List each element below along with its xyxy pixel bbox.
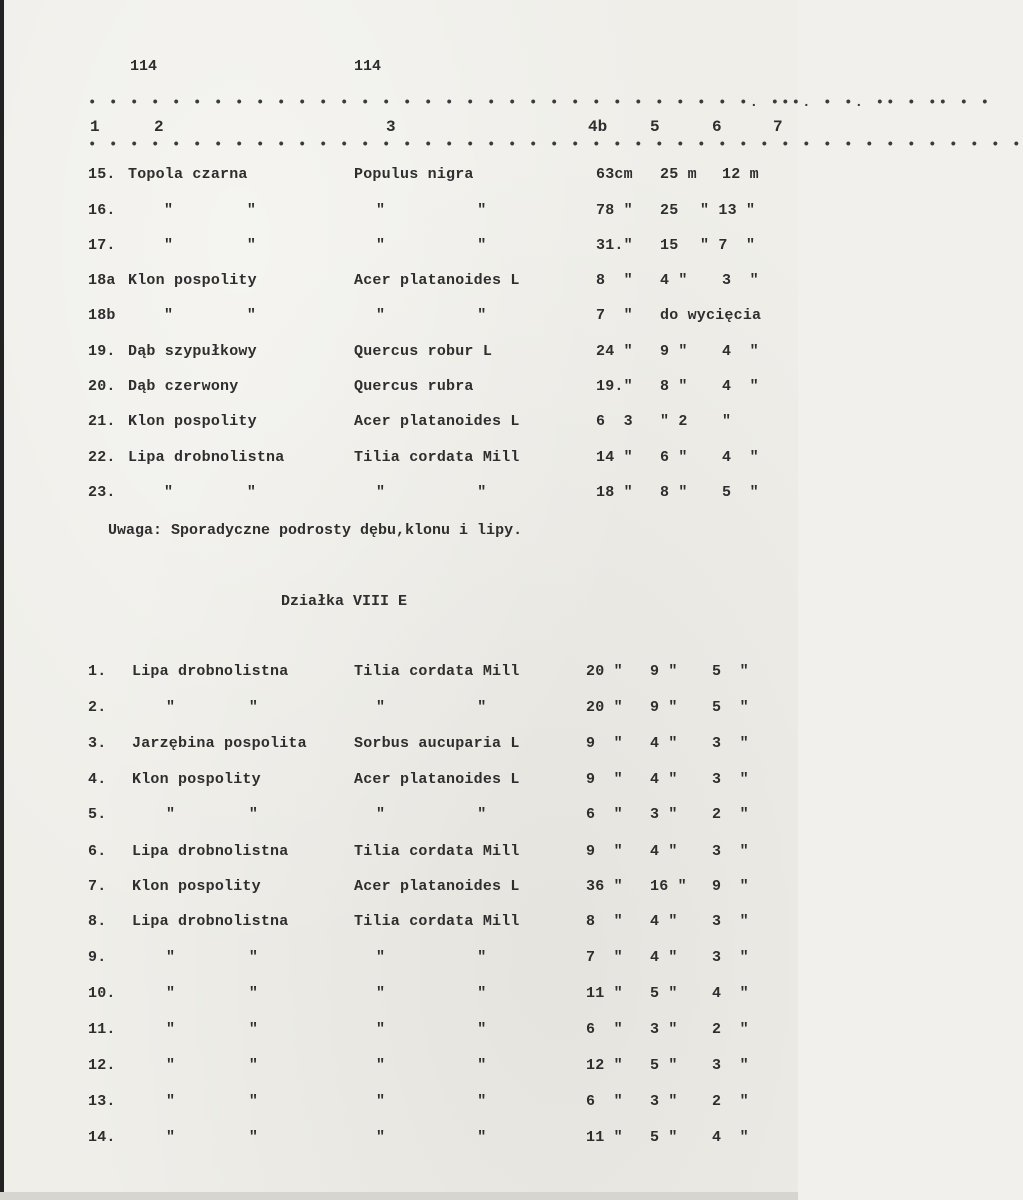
row-number: 15.: [88, 166, 116, 183]
col6-value: " 13 ": [700, 202, 756, 219]
latin-name: Acer platanoides L: [354, 771, 520, 788]
polish-name: " ": [166, 806, 259, 823]
col5-value: 9 ": [650, 663, 678, 680]
latin-name: Acer platanoides L: [354, 272, 520, 289]
col4-value: 31.": [596, 237, 633, 254]
col4-value: 9 ": [586, 843, 623, 860]
col6-value: 3 ": [712, 1057, 749, 1074]
col6-value: ": [722, 413, 732, 430]
row-number: 16.: [88, 202, 116, 219]
latin-name: " ": [376, 237, 487, 254]
row-number: 12.: [88, 1057, 116, 1074]
col5-value: 5 ": [650, 1057, 678, 1074]
col6-value: 3 ": [712, 735, 749, 752]
row-number: 22.: [88, 449, 116, 466]
note-text: Uwaga: Sporadyczne podrosty dębu,klonu i lipy.: [108, 522, 523, 539]
polish-name: Klon pospolity: [128, 272, 257, 289]
col5-value: 3 ": [650, 1021, 678, 1038]
col6-value: 5 ": [712, 699, 749, 716]
col6-value: 5 ": [722, 484, 759, 501]
polish-name: " ": [166, 1129, 259, 1146]
column-header-3: 3: [386, 118, 396, 136]
col4-value: 11 ": [586, 985, 623, 1002]
col6-value: 2 ": [712, 1093, 749, 1110]
row-number: 5.: [88, 806, 107, 823]
row-number: 13.: [88, 1093, 116, 1110]
polish-name: Klon pospolity: [132, 878, 261, 895]
col4-value: 8 ": [586, 913, 623, 930]
latin-name: " ": [376, 484, 487, 501]
col6-value: 3 ": [722, 272, 759, 289]
col6-value: 2 ": [712, 1021, 749, 1038]
row-number: 10.: [88, 985, 116, 1002]
row-number: 3.: [88, 735, 107, 752]
latin-name: " ": [376, 1129, 487, 1146]
column-header-4b: 4b: [588, 118, 608, 136]
row-number: 11.: [88, 1021, 116, 1038]
col4-value: 78 ": [596, 202, 633, 219]
latin-name: " ": [376, 1021, 487, 1038]
page-left-edge: [0, 0, 4, 1200]
col4-value: 63cm: [596, 166, 633, 183]
column-header-6: 6: [712, 118, 722, 136]
col5-value: 3 ": [650, 806, 678, 823]
polish-name: " ": [166, 699, 259, 716]
row-number: 21.: [88, 413, 116, 430]
column-header-2: 2: [154, 118, 164, 136]
polish-name: " ": [164, 484, 257, 501]
polish-name: " ": [166, 985, 259, 1002]
polish-name: " ": [164, 307, 257, 324]
col4-value: 6 ": [586, 806, 623, 823]
row-number: 2.: [88, 699, 107, 716]
col5-value: 8 ": [660, 484, 688, 501]
polish-name: " ": [166, 1057, 259, 1074]
col6-value: 4 ": [722, 343, 759, 360]
page-number-right: 114: [354, 58, 382, 75]
latin-name: " ": [376, 699, 487, 716]
col4-value: 11 ": [586, 1129, 623, 1146]
col5-value: 3 ": [650, 1093, 678, 1110]
col5-value: do wycięcia: [660, 307, 762, 324]
col6-value: 9 ": [712, 878, 749, 895]
latin-name: " ": [376, 202, 487, 219]
col4-value: 6 3: [596, 413, 633, 430]
section-title: Działka VIII E: [281, 593, 408, 610]
row-number: 8.: [88, 913, 107, 930]
polish-name: " ": [164, 202, 257, 219]
latin-name: Quercus robur L: [354, 343, 493, 360]
latin-name: Acer platanoides L: [354, 878, 520, 895]
col5-value: 4 ": [650, 771, 678, 788]
col5-value: 4 ": [650, 843, 678, 860]
row-number: 1.: [88, 663, 107, 680]
col4-value: 18 ": [596, 484, 633, 501]
col4-value: 9 ": [586, 771, 623, 788]
col4-value: 6 ": [586, 1021, 623, 1038]
col5-value: 9 ": [660, 343, 688, 360]
col6-value: 12 m: [722, 166, 759, 183]
col5-value: " 2: [660, 413, 688, 430]
col5-value: 4 ": [650, 949, 678, 966]
col4-value: 7 ": [596, 307, 633, 324]
col5-value: 4 ": [650, 735, 678, 752]
row-number: 14.: [88, 1129, 116, 1146]
row-number: 18b: [88, 307, 116, 324]
row-number: 7.: [88, 878, 107, 895]
dotted-rule-bottom: • • • • • • • • • • • • • • • • • • • • • • • • • • • • • • • • • • • • • • • • • • • • •: [88, 137, 1023, 153]
col5-value: 9 ": [650, 699, 678, 716]
col5-value: 8 ": [660, 378, 688, 395]
col6-value: 3 ": [712, 949, 749, 966]
latin-name: Populus nigra: [354, 166, 474, 183]
page-number-left: 114: [130, 58, 158, 75]
col4-value: 9 ": [586, 735, 623, 752]
col5-value: 25 m: [660, 166, 697, 183]
col4-value: 24 ": [596, 343, 633, 360]
page-bottom-edge: [0, 1192, 798, 1200]
latin-name: Tilia cordata Mill: [354, 449, 520, 466]
col6-value: 5 ": [712, 663, 749, 680]
column-header-1: 1: [90, 118, 100, 136]
polish-name: Topola czarna: [128, 166, 248, 183]
latin-name: " ": [376, 1093, 487, 1110]
row-number: 20.: [88, 378, 116, 395]
polish-name: Lipa drobnolistna: [132, 843, 289, 860]
col5-value: 16 ": [650, 878, 687, 895]
row-number: 17.: [88, 237, 116, 254]
latin-name: " ": [376, 307, 487, 324]
col4-value: 12 ": [586, 1057, 623, 1074]
latin-name: " ": [376, 985, 487, 1002]
row-number: 9.: [88, 949, 107, 966]
row-number: 4.: [88, 771, 107, 788]
col6-value: 4 ": [722, 449, 759, 466]
polish-name: Jarzębina pospolita: [132, 735, 307, 752]
polish-name: Lipa drobnolistna: [128, 449, 285, 466]
col6-value: 3 ": [712, 771, 749, 788]
col4-value: 36 ": [586, 878, 623, 895]
column-header-7: 7: [773, 118, 783, 136]
row-number: 19.: [88, 343, 116, 360]
col4-value: 20 ": [586, 663, 623, 680]
col5-value: 4 ": [660, 272, 688, 289]
latin-name: " ": [376, 949, 487, 966]
latin-name: Tilia cordata Mill: [354, 663, 520, 680]
col5-value: 15: [660, 237, 679, 254]
polish-name: " ": [166, 949, 259, 966]
latin-name: Tilia cordata Mill: [354, 913, 520, 930]
polish-name: Dąb czerwony: [128, 378, 239, 395]
col6-value: 4 ": [712, 1129, 749, 1146]
dotted-rule-top: • • • • • • • • • • • • • • • • • • • • • • • • • • • • • • • •. •••. • •. •• • •• • •: [88, 95, 992, 111]
col6-value: 4 ": [712, 985, 749, 1002]
latin-name: Acer platanoides L: [354, 413, 520, 430]
col4-value: 6 ": [586, 1093, 623, 1110]
col4-value: 20 ": [586, 699, 623, 716]
col6-value: 4 ": [722, 378, 759, 395]
col6-value: " 7 ": [700, 237, 756, 254]
col5-value: 25: [660, 202, 679, 219]
col6-value: 2 ": [712, 806, 749, 823]
polish-name: " ": [164, 237, 257, 254]
polish-name: " ": [166, 1093, 259, 1110]
latin-name: " ": [376, 806, 487, 823]
col5-value: 6 ": [660, 449, 688, 466]
col4-value: 8 ": [596, 272, 633, 289]
polish-name: " ": [166, 1021, 259, 1038]
col4-value: 19.": [596, 378, 633, 395]
col6-value: 3 ": [712, 843, 749, 860]
row-number: 23.: [88, 484, 116, 501]
polish-name: Lipa drobnolistna: [132, 913, 289, 930]
row-number: 18a: [88, 272, 116, 289]
polish-name: Klon pospolity: [128, 413, 257, 430]
col4-value: 7 ": [586, 949, 623, 966]
latin-name: Quercus rubra: [354, 378, 474, 395]
col5-value: 5 ": [650, 1129, 678, 1146]
polish-name: Klon pospolity: [132, 771, 261, 788]
row-number: 6.: [88, 843, 107, 860]
col4-value: 14 ": [596, 449, 633, 466]
col6-value: 3 ": [712, 913, 749, 930]
latin-name: Tilia cordata Mill: [354, 843, 520, 860]
col5-value: 4 ": [650, 913, 678, 930]
col5-value: 5 ": [650, 985, 678, 1002]
column-header-5: 5: [650, 118, 660, 136]
polish-name: Dąb szypułkowy: [128, 343, 257, 360]
latin-name: Sorbus aucuparia L: [354, 735, 520, 752]
latin-name: " ": [376, 1057, 487, 1074]
polish-name: Lipa drobnolistna: [132, 663, 289, 680]
